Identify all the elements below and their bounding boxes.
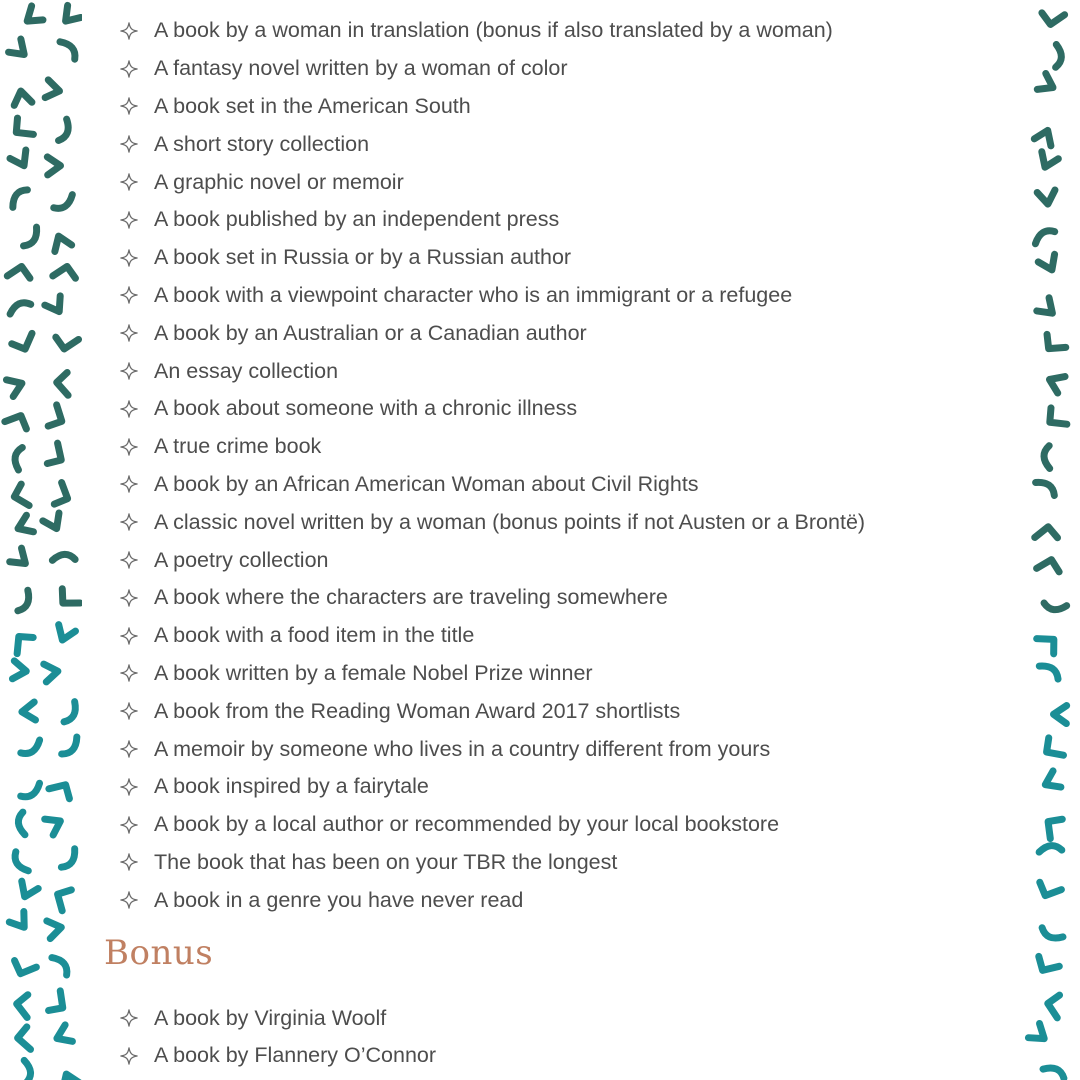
squiggle-shape — [1034, 952, 1060, 977]
list-item-text: A book by an Australian or a Canadian author — [154, 320, 587, 345]
list-item-text: A book from the Reading Woman Award 2017 shortlists — [154, 698, 681, 723]
squiggle-shape — [43, 513, 65, 533]
squiggle-shape — [19, 783, 43, 799]
list-item-text: A book by a woman in translation (bonus if also translated by a woman) — [154, 18, 833, 43]
list-item-text: A book written by a female Nobel Prize winner — [154, 660, 593, 685]
squiggle-shape — [54, 119, 74, 142]
squiggle-shape — [16, 881, 38, 900]
squiggle-shape — [10, 115, 33, 141]
four-point-star-outline-icon — [120, 853, 138, 871]
squiggle-shape — [14, 515, 33, 537]
four-point-star-outline-icon — [120, 513, 138, 531]
four-point-star-outline-icon — [120, 891, 138, 909]
squiggle-shape — [53, 332, 79, 353]
squiggle-shape — [1034, 127, 1056, 146]
squiggle-shape — [45, 296, 67, 316]
four-point-star-outline-icon — [120, 740, 138, 758]
squiggle-shape — [52, 195, 76, 211]
squiggle-shape — [12, 661, 27, 680]
list-item — [100, 768, 1012, 806]
squiggle-shape — [1037, 73, 1057, 95]
list-item — [100, 428, 1012, 466]
list-item-text: A book about someone with a chronic illness — [154, 396, 578, 421]
four-point-star-outline-icon — [120, 475, 138, 493]
list-item-text: A book set in the American South — [154, 93, 471, 118]
four-point-star-outline-icon — [120, 173, 138, 191]
squiggle-shape — [49, 778, 75, 803]
squiggle-shape — [1053, 705, 1066, 723]
squiggle-shape — [19, 740, 43, 756]
list-item — [100, 50, 1012, 88]
squiggle-shape — [17, 1026, 33, 1049]
squiggle-shape — [13, 850, 28, 874]
four-point-star-outline-icon — [120, 1009, 138, 1027]
reading-list-content — [100, 12, 1012, 1075]
list-item — [100, 163, 1012, 201]
squiggle-shape — [1033, 229, 1057, 244]
squiggle-shape — [8, 188, 31, 208]
squiggle-shape — [50, 233, 71, 252]
squiggle-shape — [1037, 152, 1059, 171]
squiggle-shape — [9, 39, 31, 61]
four-point-star-outline-icon — [120, 702, 138, 720]
squiggle-shape — [1050, 45, 1065, 69]
four-point-star-outline-icon — [120, 664, 138, 682]
squiggle-shape — [1037, 631, 1061, 657]
squiggle-shape — [54, 625, 75, 644]
four-point-star-outline-icon — [120, 400, 138, 418]
squiggle-shape — [1040, 923, 1063, 944]
squiggle-shape — [5, 410, 31, 434]
list-item — [100, 314, 1012, 352]
list-item — [100, 201, 1012, 239]
squiggle-shape — [20, 1060, 33, 1080]
squiggle-shape — [12, 89, 32, 105]
list-item-text: A true crime book — [154, 434, 322, 459]
four-point-star-outline-icon — [120, 438, 138, 456]
squiggle-shape — [1046, 371, 1065, 393]
four-point-star-outline-icon — [120, 816, 138, 834]
list-item-text: A book by a local author or recommended by your local bookstore — [154, 812, 780, 837]
list-item-text: A graphic novel or memoir — [154, 169, 404, 194]
four-point-star-outline-icon — [120, 286, 138, 304]
list-item — [100, 541, 1012, 579]
squiggle-shape — [9, 301, 32, 314]
squiggle-shape — [47, 918, 63, 938]
four-point-star-outline-icon — [120, 135, 138, 153]
squiggle-shape — [1044, 405, 1067, 431]
list-item — [100, 655, 1012, 693]
squiggle-shape — [51, 885, 76, 911]
list-item-text: A book by Virginia Woolf — [154, 1005, 387, 1030]
squiggle-shape — [14, 992, 34, 1017]
squiggle-shape — [52, 954, 69, 978]
squiggle-shape — [58, 1071, 80, 1080]
squiggle-shape — [45, 813, 65, 835]
squiggle-shape — [10, 955, 36, 979]
list-item-text: A book with a viewpoint character who is an immigrant or a refugee — [154, 282, 793, 307]
squiggle-shape — [1042, 735, 1064, 761]
squiggle-shape — [1041, 445, 1055, 469]
list-item — [100, 579, 1012, 617]
list-item-text: The book that has been on your TBR the longest — [154, 849, 618, 874]
squiggle-shape — [60, 702, 82, 724]
four-point-star-outline-icon — [120, 97, 138, 115]
list-item — [100, 88, 1012, 126]
squiggle-shape — [58, 849, 81, 870]
list-item — [100, 844, 1012, 882]
list-item — [100, 730, 1012, 768]
squiggle-shape — [20, 227, 43, 248]
left-pattern-border — [0, 0, 82, 1080]
four-point-star-outline-icon — [120, 1047, 138, 1065]
squiggle-shape — [1037, 556, 1063, 578]
squiggle-shape — [59, 5, 81, 27]
four-point-star-outline-icon — [120, 249, 138, 267]
four-point-star-outline-icon — [120, 627, 138, 645]
squiggle-shape — [1035, 877, 1061, 901]
squiggle-shape — [1039, 843, 1062, 856]
list-item — [100, 12, 1012, 50]
squiggle-shape — [16, 812, 29, 835]
list-item — [100, 277, 1012, 315]
squiggle-shape — [1036, 477, 1057, 500]
four-point-star-outline-icon — [120, 589, 138, 607]
decorative-pattern — [0, 0, 82, 1080]
list-item-text: A memoir by someone who lives in a country different from yours — [154, 736, 771, 761]
bonus-list — [100, 999, 1012, 1075]
four-point-star-outline-icon — [120, 22, 138, 40]
squiggle-shape — [1035, 524, 1060, 544]
list-item-text: A book inspired by a fairytale — [154, 774, 429, 799]
squiggle-shape — [10, 150, 32, 170]
four-point-star-outline-icon — [120, 362, 138, 380]
squiggle-shape — [10, 631, 36, 654]
squiggle-shape — [56, 585, 80, 611]
four-point-star-outline-icon — [120, 778, 138, 796]
list-item — [100, 352, 1012, 390]
squiggle-shape — [43, 443, 68, 469]
list-item — [100, 125, 1012, 163]
list-item-text: A book with a food item in the title — [154, 623, 475, 648]
list-item-text: A classic novel written by a woman (bonus points if not Austen or a Brontë) — [154, 509, 866, 534]
list-item-text: An essay collection — [154, 358, 339, 383]
squiggle-shape — [45, 80, 61, 100]
squiggle-shape — [13, 590, 34, 612]
squiggle-shape — [53, 1025, 72, 1047]
squiggle-shape — [1037, 190, 1057, 205]
squiggle-shape — [22, 6, 43, 28]
squiggle-shape — [49, 483, 73, 509]
list-item-text: A short story collection — [154, 131, 370, 156]
list-item-text: A book by Flannery O’Connor — [154, 1043, 437, 1068]
squiggle-shape — [7, 263, 33, 284]
four-point-star-outline-icon — [120, 60, 138, 78]
squiggle-shape — [10, 548, 32, 570]
squiggle-shape — [1043, 1062, 1066, 1080]
squiggle-shape — [52, 552, 75, 566]
squiggle-shape — [1037, 298, 1059, 320]
squiggle-shape — [44, 991, 70, 1016]
squiggle-shape — [1041, 813, 1067, 838]
squiggle-shape — [1044, 992, 1065, 1018]
squiggle-shape — [1041, 330, 1066, 356]
squiggle-shape — [1043, 597, 1067, 614]
squiggle-shape — [1028, 1024, 1049, 1046]
list-item — [100, 239, 1012, 277]
four-point-star-outline-icon — [120, 211, 138, 229]
list-item-text: A book published by an independent press — [154, 207, 560, 232]
squiggle-shape — [9, 911, 31, 932]
list-item-text: A book in a genre you have never read — [154, 887, 524, 912]
list-item — [100, 617, 1012, 655]
decorative-pattern — [1018, 0, 1080, 1080]
list-item — [100, 1037, 1012, 1075]
list-item-text: A fantasy novel written by a woman of color — [154, 56, 568, 81]
list-item — [100, 466, 1012, 504]
right-pattern-border — [1018, 0, 1080, 1080]
squiggle-shape — [21, 702, 35, 721]
bonus-heading: Bonus — [104, 933, 214, 974]
squiggle-shape — [1041, 771, 1061, 793]
squiggle-shape — [1038, 254, 1060, 273]
four-point-star-outline-icon — [120, 551, 138, 569]
list-item — [100, 692, 1012, 730]
squiggle-shape — [58, 737, 81, 756]
list-item — [100, 503, 1012, 541]
squiggle-shape — [13, 484, 29, 507]
squiggle-shape — [6, 375, 25, 397]
four-point-star-outline-icon — [120, 324, 138, 342]
squiggle-shape — [44, 662, 59, 682]
squiggle-shape — [10, 446, 27, 470]
list-item-text: A book set in Russia or by a Russian author — [154, 245, 572, 270]
squiggle-shape — [10, 333, 34, 351]
squiggle-shape — [1039, 7, 1064, 28]
squiggle-shape — [47, 157, 60, 175]
list-item — [100, 999, 1012, 1037]
list-item-text: A book where the characters are traveling somewhere — [154, 585, 668, 610]
squiggle-shape — [60, 38, 77, 62]
reading-list — [100, 12, 1012, 919]
list-item-text: A book by an African American Woman about Civil Rights — [154, 471, 699, 496]
list-item — [100, 806, 1012, 844]
squiggle-shape — [1039, 660, 1060, 683]
list-item — [100, 881, 1012, 919]
list-item — [100, 390, 1012, 428]
squiggle-shape — [54, 371, 73, 396]
list-item-text: A poetry collection — [154, 547, 329, 572]
squiggle-shape — [53, 263, 79, 284]
squiggle-shape — [43, 405, 67, 431]
